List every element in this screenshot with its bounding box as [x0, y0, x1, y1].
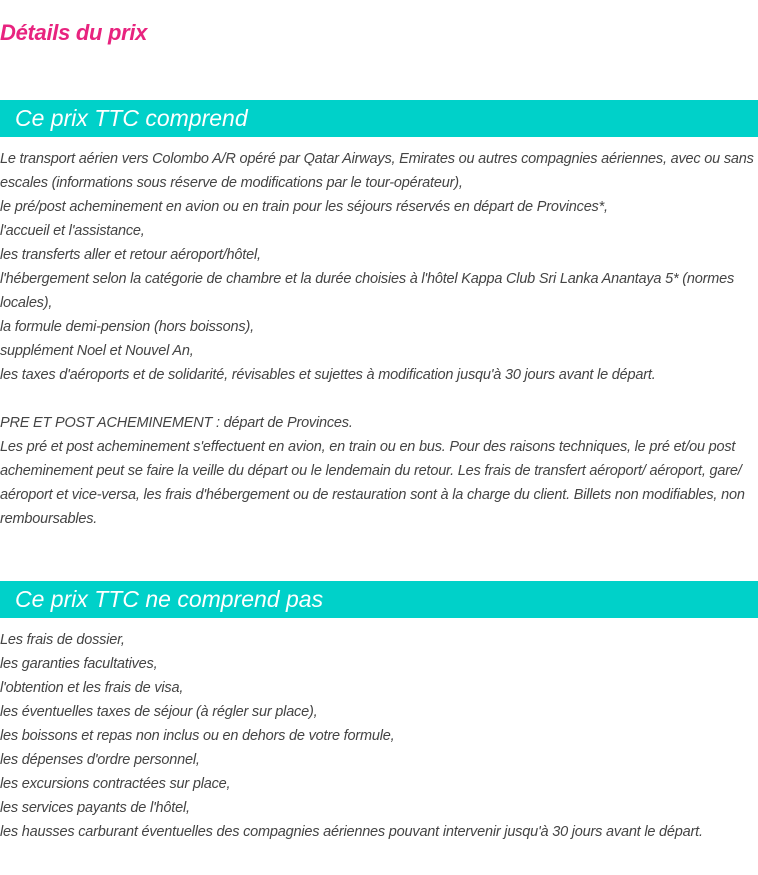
note-heading: PRE ET POST ACHEMINEMENT : départ de Provinces. — [0, 415, 353, 431]
includes-item: les taxes d'aéroports et de solidarité, révisables et sujettes à modification jusqu'à 30 jours avant le départ. — [0, 367, 656, 383]
includes-item: supplément Noel et Nouvel An, — [0, 343, 194, 359]
excludes-item: les hausses carburant éventuelles des compagnies aériennes pouvant intervenir jusqu'à 30 jours avant le départ. — [0, 824, 703, 840]
excludes-header: Ce prix TTC ne comprend pas — [0, 581, 758, 618]
excludes-item: les garanties facultatives, — [0, 656, 158, 672]
includes-item: l'hébergement selon la catégorie de chambre et la durée choisies à l'hôtel Kappa Club Sri Lanka Anantaya 5* (normes locales), — [0, 271, 735, 311]
includes-item: les transferts aller et retour aéroport/hôtel, — [0, 247, 261, 263]
excludes-item: les boissons et repas non inclus ou en dehors de votre formule, — [0, 728, 395, 744]
includes-item: le pré/post acheminement en avion ou en train pour les séjours réservés en départ de Provinces*, — [0, 199, 608, 215]
includes-item: la formule demi-pension (hors boissons), — [0, 319, 254, 335]
note-text: Les pré et post acheminement s'effectuent en avion, en train ou en bus. Pour des raisons techniques, le pré et/ou post acheminement peut se faire la veille du départ ou le lendemain du retour. Les frais de transfert aéroport/ aéroport, gare/ aéroport et vice-versa, les frais d'hébergement ou de restauration sont à la charge du client. Billets non modifiables, non remboursables. — [0, 439, 745, 527]
excludes-item: les dépenses d'ordre personnel, — [0, 752, 200, 768]
page-title: Détails du prix — [0, 20, 148, 45]
excludes-item: les services payants de l'hôtel, — [0, 800, 190, 816]
excludes-item: l'obtention et les frais de visa, — [0, 680, 184, 696]
includes-item: l'accueil et l'assistance, — [0, 223, 145, 239]
includes-header: Ce prix TTC comprend — [0, 100, 758, 137]
includes-list — [0, 147, 758, 531]
excludes-item: les excursions contractées sur place, — [0, 776, 231, 792]
excludes-list — [0, 628, 758, 844]
excludes-item: les éventuelles taxes de séjour (à régler sur place), — [0, 704, 318, 720]
excludes-item: Les frais de dossier, — [0, 632, 125, 648]
includes-item: Le transport aérien vers Colombo A/R opéré par Qatar Airways, Emirates ou autres compagnies aériennes, avec ou sans escales (informations sous réserve de modifications par le tour-opérateur), — [0, 151, 754, 191]
